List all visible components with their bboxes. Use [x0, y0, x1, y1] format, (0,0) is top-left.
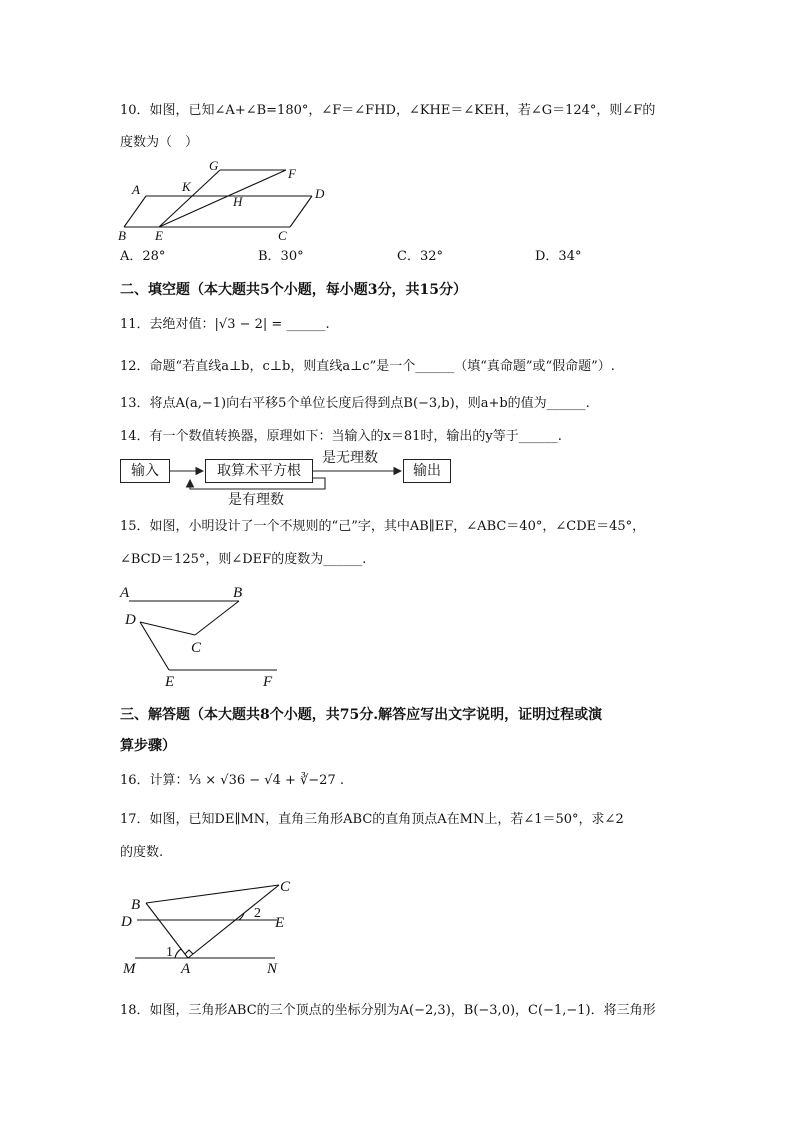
- q10-label-h: H: [233, 194, 243, 209]
- q15-label-f: F: [263, 674, 273, 690]
- q10-label-a: A: [132, 182, 140, 197]
- q10-label-d: D: [315, 186, 325, 201]
- q16-text: 16．计算：⅓ × √36 − √4 + ∛−27 .: [120, 773, 344, 788]
- flow-process-box: 取算术平方根: [205, 459, 313, 483]
- q15-label-a: A: [120, 585, 130, 601]
- section2-heading: 二、填空题（本大题共5个小题，每小题3分，共15分）: [120, 282, 467, 298]
- q17-label-angle1: 1: [166, 945, 173, 960]
- q10-label-b: B: [118, 228, 126, 243]
- q17-label-b: B: [131, 897, 141, 913]
- q17-line1: 17．如图，已知DE∥MN，直角三角形ABC的直角顶点A在MN上，若∠1＝50°，求∠2: [120, 812, 624, 827]
- q10-line1: 10．如图，已知∠A+∠B=180°，∠F＝∠FHD，∠KHE＝∠KEH，若∠G＝124°，则∠F的: [120, 103, 656, 118]
- flow-yes-label: 是无理数: [322, 450, 378, 466]
- q10-label-c: C: [278, 228, 287, 243]
- q12-text: 12．命题“若直线a⊥b，c⊥b，则直线a⊥c”是一个______（填“真命题”或“假命题”）.: [120, 359, 615, 374]
- q11-text: 11．去绝对值：|√3 − 2| = ______.: [120, 317, 330, 332]
- q10-option-a: A．28°: [120, 249, 166, 264]
- q10-label-k: K: [182, 179, 191, 194]
- q17-label-a: A: [181, 961, 191, 977]
- q15-label-b: B: [233, 585, 243, 601]
- q15-label-d: D: [125, 612, 136, 628]
- q17-label-e: E: [275, 915, 285, 931]
- section3-heading-line2: 算步骤）: [120, 738, 176, 754]
- q10-option-c: C．32°: [397, 249, 443, 264]
- q17-label-d: D: [121, 914, 132, 930]
- q10-figure: [112, 158, 332, 244]
- flow-output-box: 输出: [403, 459, 451, 483]
- q10-label-f: F: [288, 166, 296, 181]
- q10-label-e: E: [155, 228, 163, 243]
- q15-label-e: E: [165, 674, 175, 690]
- flow-arrows: [120, 448, 460, 510]
- q10-line2: 度数为（ ）: [120, 135, 199, 150]
- q17-label-c: C: [280, 879, 291, 895]
- q14-text: 14．有一个数值转换器，原理如下：当输入的x＝81时，输出的y等于______.: [120, 429, 562, 444]
- q17-label-m: M: [123, 961, 136, 977]
- q10-option-b: B．30°: [258, 249, 304, 264]
- flow-input-box: 输入: [120, 459, 170, 483]
- q15-figure: [115, 580, 290, 690]
- q15-line2: ∠BCD＝125°，则∠DEF的度数为______.: [120, 552, 367, 567]
- q15-label-c: C: [191, 640, 202, 656]
- q15-line1: 15．如图，小明设计了一个不规则的“己”字，其中AB∥EF，∠ABC＝40°，∠CDE＝45°，: [120, 519, 646, 534]
- flow-no-label: 是有理数: [228, 492, 284, 508]
- q10-label-g: G: [209, 158, 219, 173]
- q18-text: 18．如图，三角形ABC的三个顶点的坐标分别为A(−2,3)，B(−3,0)，C(−1,−1)．将三角形: [120, 1003, 656, 1018]
- q17-label-n: N: [267, 961, 278, 977]
- q17-label-angle2: 2: [254, 906, 261, 921]
- q17-figure: [115, 872, 305, 980]
- q17-line2: 的度数.: [120, 845, 164, 860]
- q10-option-d: D．34°: [535, 249, 582, 264]
- section3-heading-line1: 三、解答题（本大题共8个小题，共75分.解答应写出文字说明，证明过程或演: [120, 707, 603, 723]
- q13-text: 13．将点A(a,−1)向右平移5个单位长度后得到点B(−3,b)，则a+b的值为______.: [120, 396, 590, 411]
